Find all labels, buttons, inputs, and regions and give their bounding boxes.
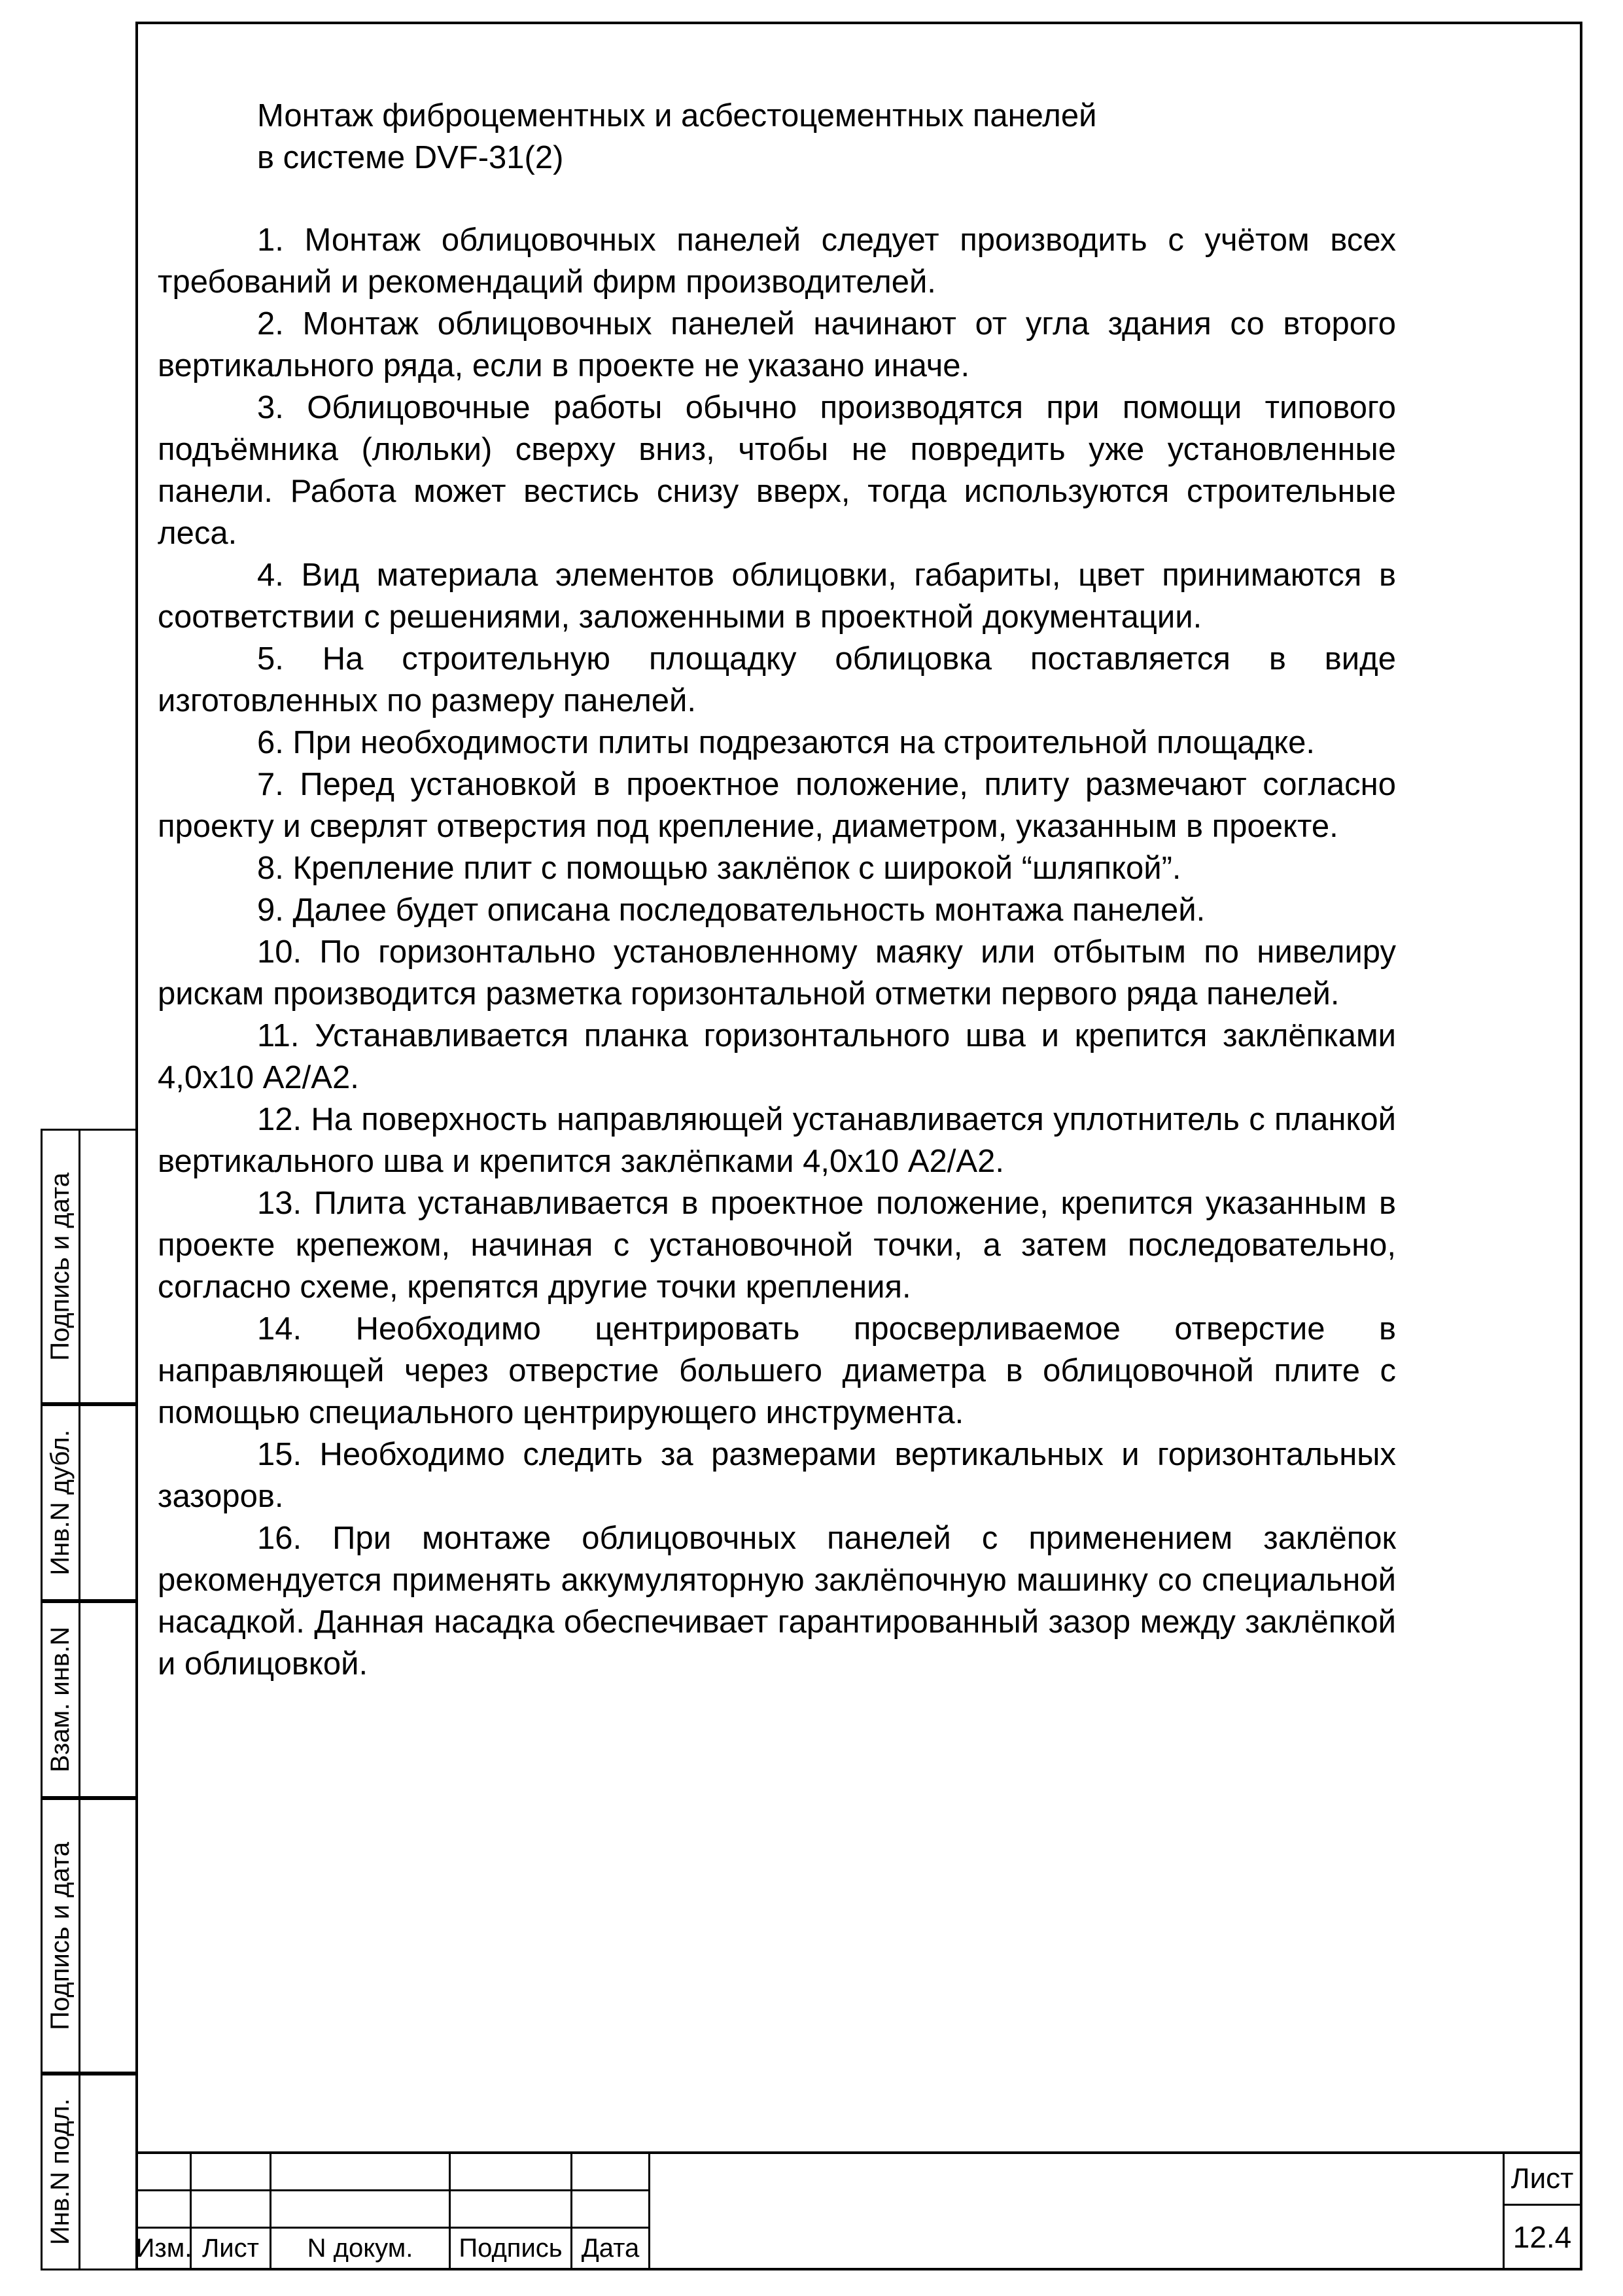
paragraph: 6. При необходимости плиты подрезаются на строительной площадке. bbox=[257, 725, 1315, 760]
stamp-box-label: Инв.N дубл. bbox=[46, 1430, 75, 1576]
title-block-empty-cell bbox=[572, 2154, 650, 2191]
title-line-1: Монтаж фиброцементных и асбестоцементных панелей bbox=[257, 98, 1097, 133]
title-block-col-list: Лист bbox=[192, 2229, 271, 2268]
paragraph: 2. Монтаж облицовочных панелей начинают от угла здания со второго вертикального ряда, если в проекте не указано иначе. bbox=[158, 306, 1396, 383]
stamp-box-inv-n-dubl bbox=[41, 1404, 137, 1601]
stamp-box-label: Взам. инв.N bbox=[46, 1627, 75, 1773]
title-block-empty-cell bbox=[271, 2154, 451, 2191]
stamp-box-empty-cell bbox=[80, 1406, 135, 1599]
paragraph: 8. Крепление плит с помощью заклёпок с широкой “шляпкой”. bbox=[257, 851, 1181, 886]
title-block-empty-cell bbox=[451, 2154, 572, 2191]
paragraph: 9. Далее будет описана последовательность монтажа панелей. bbox=[257, 892, 1206, 928]
text-content bbox=[158, 95, 1396, 1685]
stamp-box-label: Подпись и дата bbox=[46, 1172, 75, 1361]
stamp-box-label-cell bbox=[43, 1800, 80, 2072]
title-block-col-data: Дата bbox=[572, 2229, 650, 2268]
stamp-box-empty-cell bbox=[80, 2075, 135, 2269]
title-block-col-izm: Изм. bbox=[138, 2229, 192, 2268]
stamp-box-empty-cell bbox=[80, 1800, 135, 2072]
title-block-empty-cell bbox=[451, 2191, 572, 2229]
stamp-box-label: Инв.N подл. bbox=[46, 2098, 75, 2246]
paragraph: 5. На строительную площадку облицовка поставляется в виде изготовленных по размеру панелей. bbox=[158, 641, 1396, 718]
paragraph: 3. Облицовочные работы обычно производятся при помощи типового подъёмника (люльки) сверху вниз, чтобы не повредить уже установленные панели. Работа может вестись снизу вверх, тогда используются строительные леса. bbox=[158, 390, 1396, 551]
title-block-empty-cell bbox=[138, 2191, 192, 2229]
title-line-2: в системе DVF-31(2) bbox=[257, 140, 564, 175]
stamp-box-label-cell bbox=[43, 1406, 80, 1599]
stamp-box-empty-cell bbox=[80, 1603, 135, 1796]
title-block-empty-cell bbox=[192, 2191, 271, 2229]
stamp-box-vzam-inv-n bbox=[41, 1601, 137, 1798]
stamp-box-label-cell bbox=[43, 2075, 80, 2269]
title-block-empty-cell bbox=[192, 2154, 271, 2191]
stamp-box-label-cell bbox=[43, 1131, 80, 1402]
paragraph: 11. Устанавливается планка горизонтального шва и крепится заклёпками 4,0х10 А2/А2. bbox=[158, 1018, 1396, 1095]
stamp-box-podpis-i-data-1 bbox=[41, 1129, 137, 1404]
paragraph: 16. При монтаже облицовочных панелей с применением заклёпок рекомендуется применять аккумуляторную заклёпочную машинку со специальной насадкой. Данная насадка обеспечивает гарантированный зазор между заклёпкой и облицовкой. bbox=[158, 1521, 1396, 1682]
title-block bbox=[135, 2151, 1580, 2268]
paragraph: 15. Необходимо следить за размерами вертикальных и горизонтальных зазоров. bbox=[158, 1437, 1396, 1514]
stamp-box-podpis-i-data-2 bbox=[41, 1798, 137, 2074]
stamp-box-label-cell bbox=[43, 1603, 80, 1796]
paragraph: 10. По горизонтально установленному маяку или отбытым по нивелиру рискам производится разметка горизонтальной отметки первого ряда панелей. bbox=[158, 934, 1396, 1012]
paragraph: 1. Монтаж облицовочных панелей следует производить с учётом всех требований и рекомендаций фирм производителей. bbox=[158, 222, 1396, 300]
title-block-col-ndokum: N докум. bbox=[271, 2229, 451, 2268]
sheet-label: Лист bbox=[1505, 2154, 1580, 2206]
paragraph: 12. На поверхность направляющей устанавливается уплотнитель с планкой вертикального шва и крепится заклёпками 4,0х10 А2/А2. bbox=[158, 1102, 1396, 1179]
document-title bbox=[257, 95, 1396, 179]
stamp-box-empty-cell bbox=[80, 1131, 135, 1402]
stamp-box-inv-n-podl bbox=[41, 2074, 137, 2270]
stamp-box-label: Подпись и дата bbox=[46, 1841, 75, 2030]
title-block-empty-cell bbox=[572, 2191, 650, 2229]
title-block-empty-cell bbox=[138, 2154, 192, 2191]
sheet-frame bbox=[135, 22, 1582, 2270]
title-block-col-podpis: Подпись bbox=[451, 2229, 572, 2268]
paragraph: 7. Перед установкой в проектное положение, плиту размечают согласно проекту и сверлят отверстия под крепление, диаметром, указанным в проекте. bbox=[158, 767, 1396, 844]
title-block-empty-cell bbox=[271, 2191, 451, 2229]
paragraph: 13. Плита устанавливается в проектное положение, крепится указанным в проекте крепежом, начиная с установочной точки, а затем последовательно, согласно схеме, крепятся другие точки крепления. bbox=[158, 1186, 1396, 1305]
paragraph-list bbox=[158, 219, 1396, 1685]
title-block-grid bbox=[135, 2154, 650, 2268]
paragraph: 14. Необходимо центрировать просверливаемое отверстие в направляющей через отверстие большего диаметра в облицовочной плите с помощью специального центрирующего инструмента. bbox=[158, 1311, 1396, 1430]
paragraph: 4. Вид материала элементов облицовки, габариты, цвет принимаются в соответствии с решениями, заложенными в проектной документации. bbox=[158, 557, 1396, 635]
sheet-number: 12.4 bbox=[1512, 2219, 1572, 2254]
sheet-cell bbox=[1503, 2154, 1580, 2268]
